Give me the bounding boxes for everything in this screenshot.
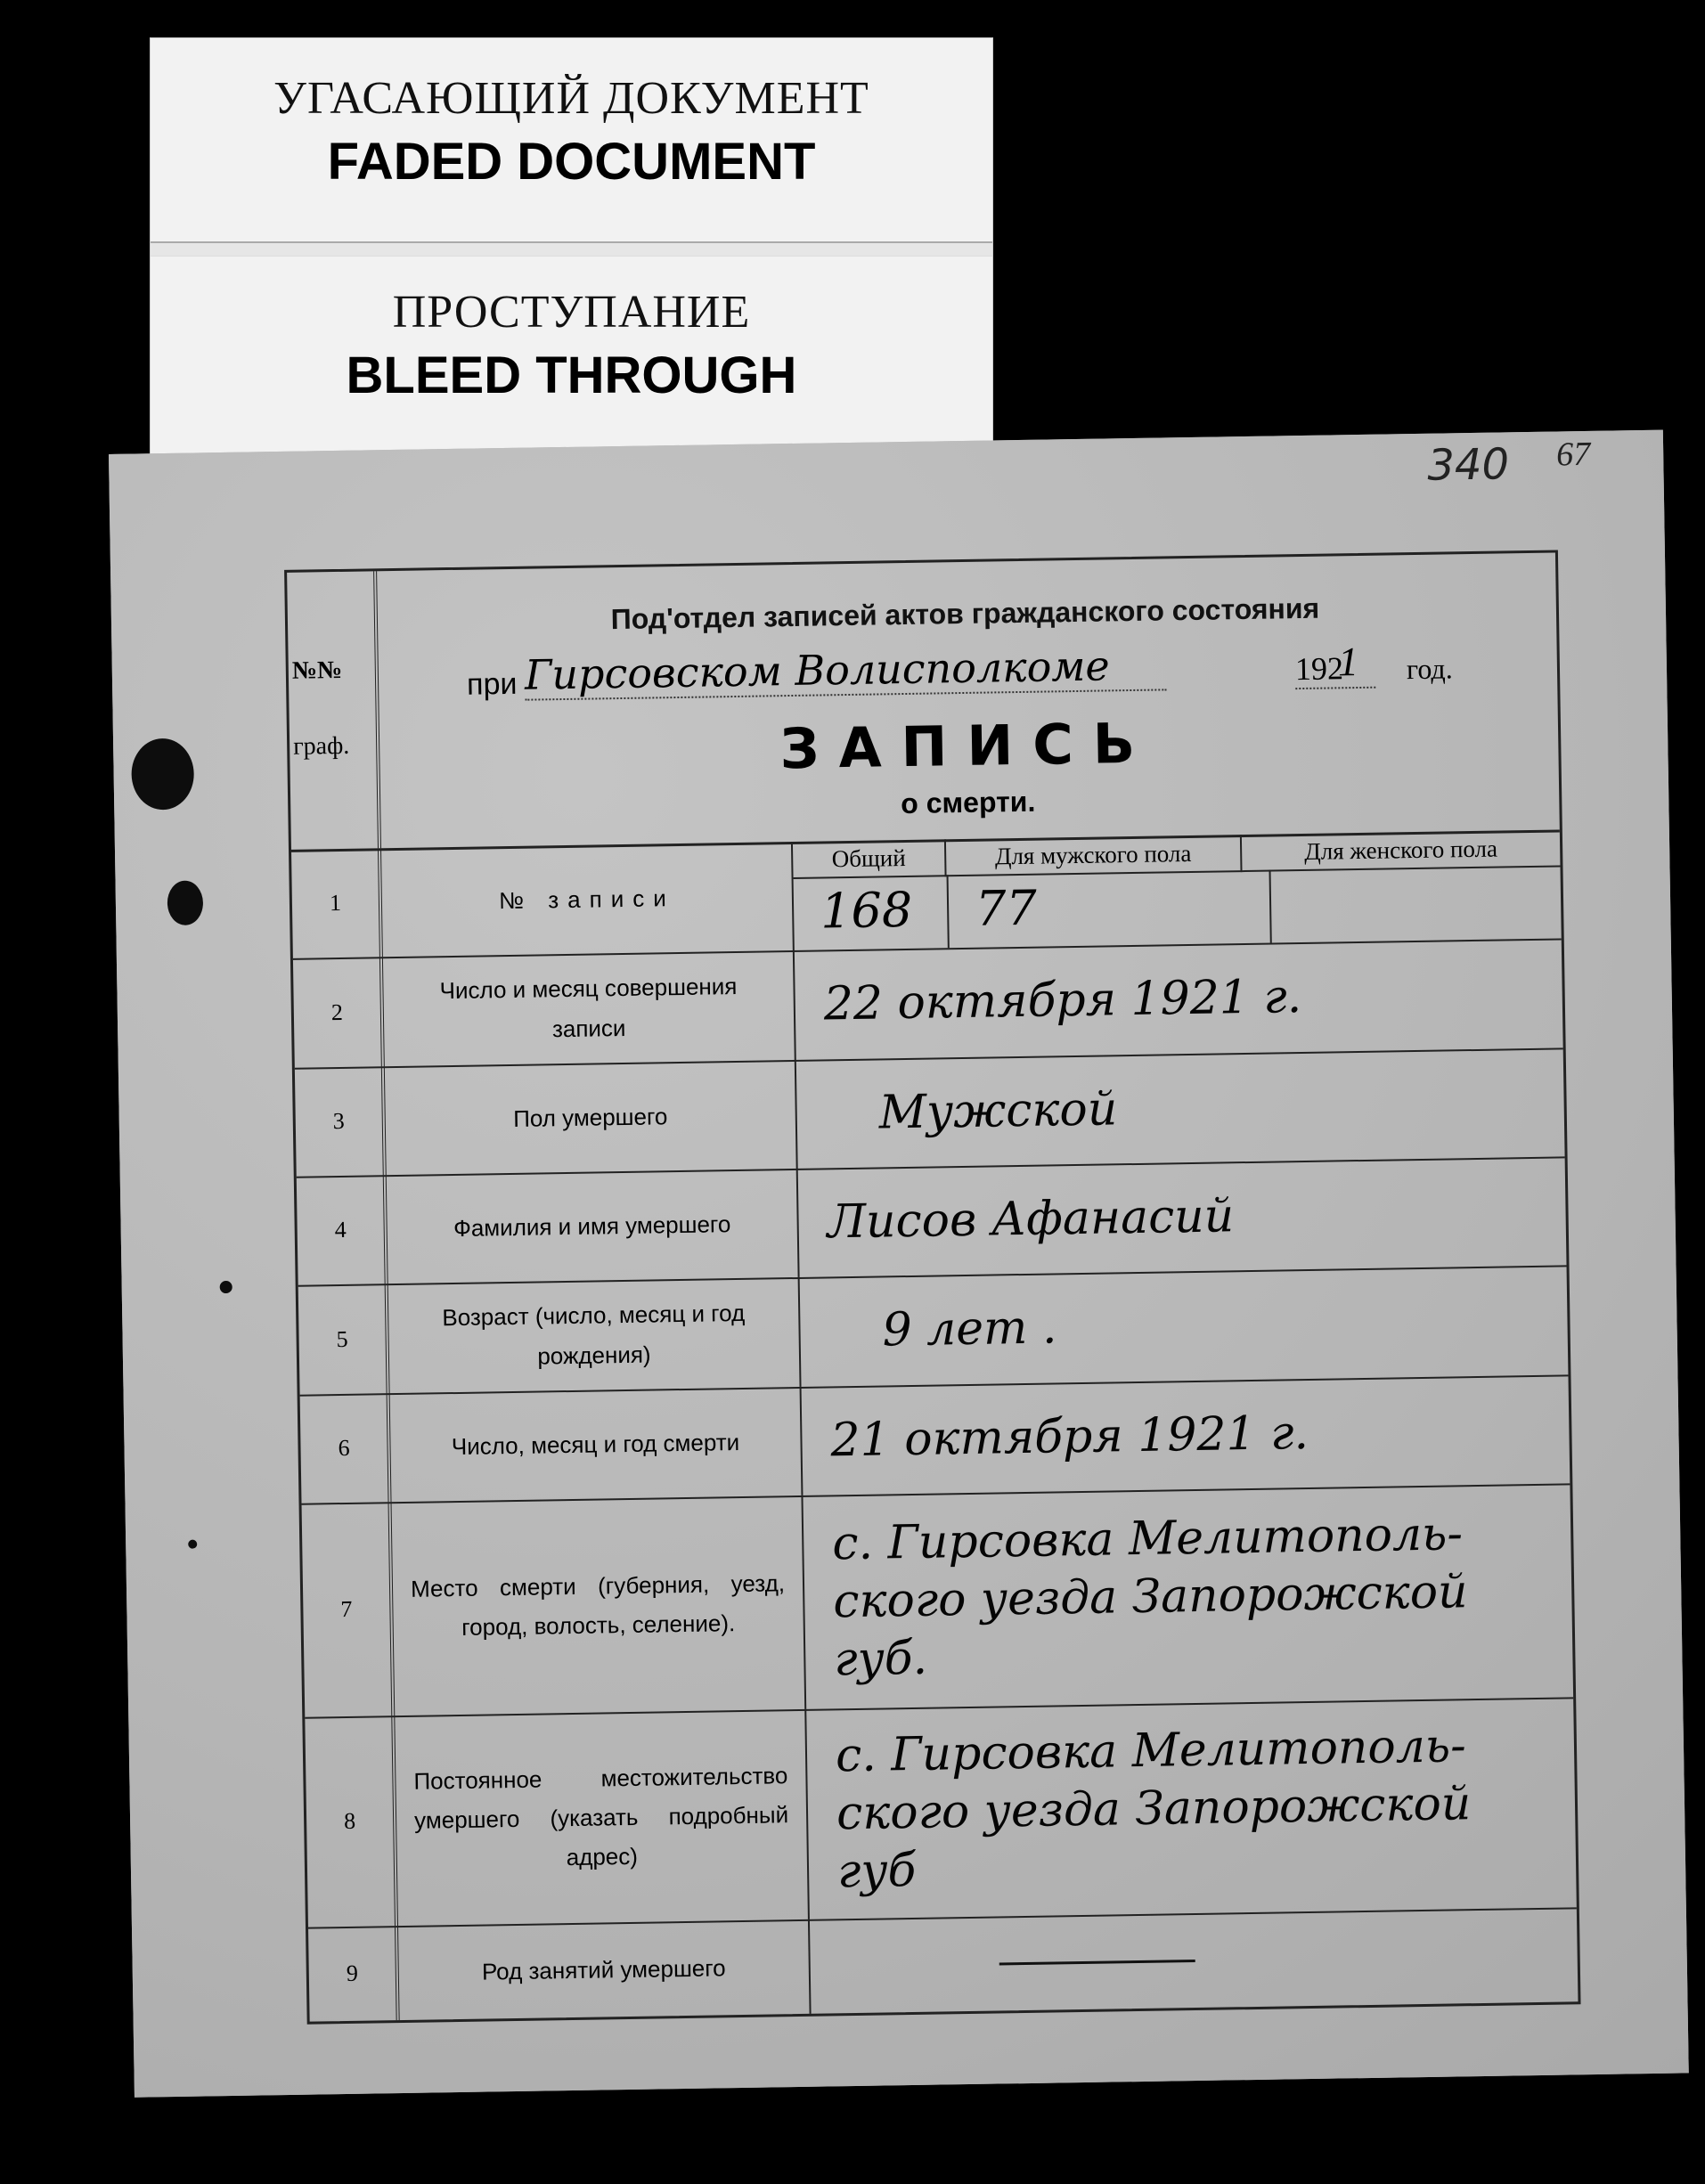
row-number: 2 — [293, 957, 385, 1068]
row-label: Постоянное местожительство умершего (указать подробный адрес) — [395, 1709, 810, 1926]
row-label: Место смерти (губерния, уезд, город, волость, селение). — [392, 1495, 807, 1715]
record-number-male: 77 — [947, 870, 1272, 949]
nn-label: №№ — [291, 656, 343, 685]
year-word: год. — [1406, 652, 1453, 686]
table-row — [298, 1265, 1569, 1396]
column-numbers-header — [287, 571, 381, 850]
table-row — [308, 1907, 1578, 2021]
sheet-stamp-number: 340 — [1426, 439, 1510, 491]
year-printed: 192 — [1295, 649, 1376, 689]
row-label: Число и месяц совершения записи — [383, 950, 796, 1066]
graf-label: граф. — [292, 731, 350, 761]
permanent-residence: с. Гирсовка Мелитополь- ского уезда Запорожской губ — [835, 1718, 1472, 1898]
at-word: при — [466, 666, 518, 702]
row-label: Число, месяц и год смерти — [390, 1387, 804, 1502]
office-title: Под'отдел записей актов гражданского состояния — [610, 591, 1320, 636]
subheader-common: Общий — [793, 839, 947, 879]
row-label: Пол умершего — [385, 1060, 798, 1175]
subheader-male: Для мужского пола — [946, 835, 1243, 876]
table-row — [305, 1697, 1577, 1928]
occupation — [820, 1908, 1561, 2014]
row-number: 9 — [308, 1926, 400, 2022]
record-title: ЗАПИСЬ — [779, 710, 1155, 782]
record-number-common: 168 — [820, 881, 913, 940]
faded-document-en: FADED DOCUMENT — [327, 133, 816, 191]
record-subtitle: о смерти. — [900, 785, 1036, 820]
sheet-corner-number: 67 — [1555, 435, 1591, 474]
deceased-sex: Мужской — [878, 1081, 1118, 1140]
punch-hole — [167, 880, 204, 925]
punch-hole — [131, 738, 194, 811]
row-label: Род занятий умершего — [398, 1919, 812, 2020]
faded-document-ru: УГАСАЮЩИЙ ДОКУМЕНТ — [273, 73, 869, 124]
registration-date: 22 октября 1921 г. — [823, 970, 1302, 1031]
row-number: 4 — [297, 1175, 388, 1285]
occupation-dash — [999, 1960, 1195, 1965]
row-number: 5 — [298, 1284, 390, 1395]
punch-hole — [220, 1281, 232, 1293]
row-number: 3 — [295, 1066, 387, 1177]
table-row — [293, 938, 1563, 1069]
death-record-sheet — [109, 430, 1689, 2098]
form-header — [287, 553, 1560, 852]
place-of-death: с. Гирсовка Мелитополь- ского уезда Запорожской губ. — [831, 1506, 1468, 1686]
row-number: 8 — [305, 1715, 398, 1927]
row-label: № записи — [381, 842, 795, 957]
row-label: Фамилия и имя умершего — [387, 1169, 800, 1284]
record-number-female — [1242, 865, 1561, 943]
row-number: 7 — [302, 1502, 396, 1717]
subheader-female: Для женского пола — [1242, 829, 1561, 872]
label-divider — [151, 241, 992, 257]
deceased-age: 9 лет . — [882, 1300, 1057, 1357]
record-form — [284, 550, 1580, 2024]
death-date: 21 октября 1921 г. — [830, 1406, 1309, 1467]
bleed-through-ru: ПРОСТУПАНИЕ — [392, 287, 751, 338]
bleed-through-en: BLEED THROUGH — [346, 346, 797, 404]
row-number: 1 — [291, 848, 383, 958]
archive-label-card — [150, 37, 993, 480]
deceased-name: Лисов Афанасий — [827, 1188, 1235, 1249]
punch-hole — [188, 1540, 197, 1549]
table-row — [302, 1483, 1574, 1718]
row-label: Возраст (число, месяц и год рождения) — [388, 1277, 802, 1393]
row-number: 6 — [300, 1393, 392, 1504]
institution-name: Гирсовском Волисполкоме — [525, 640, 1167, 700]
year-handwritten-digit: 1 — [1337, 638, 1359, 685]
